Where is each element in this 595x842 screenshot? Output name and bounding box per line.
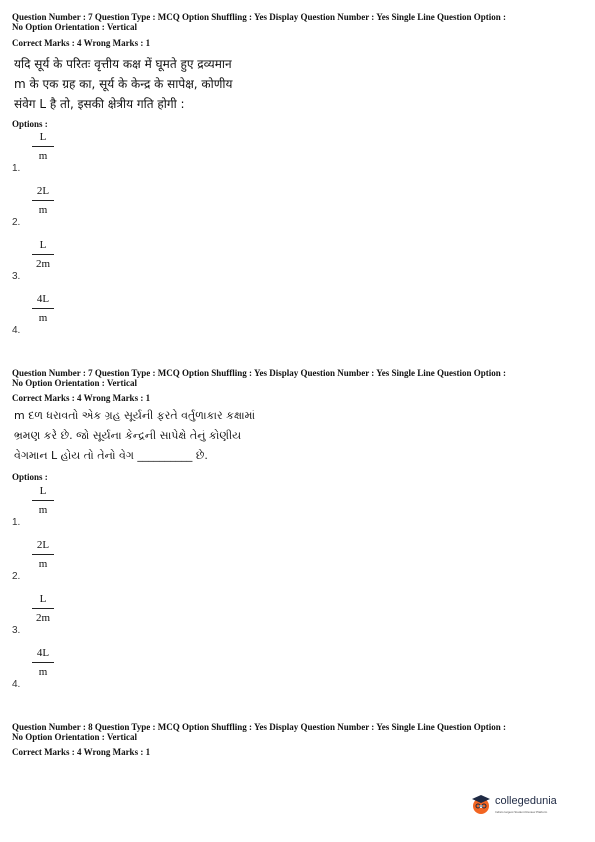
question-meta-line: No Option Orientation : Vertical xyxy=(12,378,137,388)
question-text xyxy=(14,54,233,114)
fraction-denominator: m xyxy=(38,204,48,216)
fraction-numerator: 2L xyxy=(36,185,50,197)
question-meta xyxy=(12,12,587,32)
fraction-bar xyxy=(32,554,54,555)
fraction-bar xyxy=(32,608,54,609)
fraction-numerator: 4L xyxy=(36,293,50,305)
collegedunia-logo[interactable] xyxy=(470,793,570,819)
option-1[interactable] xyxy=(12,130,92,176)
option-fraction xyxy=(30,238,56,272)
option-number: 3. xyxy=(12,271,21,282)
option-2[interactable] xyxy=(12,538,92,584)
option-4[interactable] xyxy=(12,292,92,338)
fraction-denominator: m xyxy=(38,312,48,324)
logo-tagline: India's largest Student Review Platform xyxy=(495,810,548,814)
fraction-numerator: 4L xyxy=(36,647,50,659)
option-4[interactable] xyxy=(12,646,92,692)
question-marks: Correct Marks : 4 Wrong Marks : 1 xyxy=(12,393,151,403)
option-number: 2. xyxy=(12,217,21,228)
fraction-bar xyxy=(32,308,54,309)
option-fraction xyxy=(30,538,56,572)
graduate-icon xyxy=(470,793,492,815)
option-number: 4. xyxy=(12,325,21,336)
question-text-line: m के एक ग्रह का, सूर्य के केन्द्र के सापेक्ष, कोणीय xyxy=(14,77,233,91)
option-number: 3. xyxy=(12,625,21,636)
options-label: Options : xyxy=(12,119,48,129)
option-1[interactable] xyxy=(12,484,92,530)
question-meta-line: Question Number : 7 Question Type : MCQ Option Shuffling : Yes Display Question Number : Yes Single Line Question Option : xyxy=(12,368,506,378)
fraction-numerator: L xyxy=(39,131,47,143)
fraction-bar xyxy=(32,200,54,201)
option-number: 4. xyxy=(12,679,21,690)
question-text-line: ભ્રમણ કરે છે. જો સૂર્યના કેન્દ્રની સાપેક્ષે તેનું કોણીય xyxy=(14,429,242,442)
question-text-line: यदि सूर्य के परितः वृत्तीय कक्ष में घूमते हुए द्रव्यमान xyxy=(14,57,232,71)
question-marks: Correct Marks : 4 Wrong Marks : 1 xyxy=(12,747,151,757)
fraction-bar xyxy=(32,662,54,663)
option-2[interactable] xyxy=(12,184,92,230)
logo-name: collegedunia xyxy=(495,795,557,807)
question-meta-line: No Option Orientation : Vertical xyxy=(12,22,137,32)
option-fraction xyxy=(30,130,56,164)
option-fraction xyxy=(30,592,56,626)
option-fraction xyxy=(30,646,56,680)
question-marks: Correct Marks : 4 Wrong Marks : 1 xyxy=(12,38,151,48)
option-3[interactable] xyxy=(12,592,92,638)
question-meta-line: No Option Orientation : Vertical xyxy=(12,732,137,742)
question-meta xyxy=(12,722,587,742)
fraction-numerator: L xyxy=(39,485,47,497)
fraction-bar xyxy=(32,254,54,255)
question-text-line: संवेग L है तो, इसकी क्षेत्रीय गति होगी : xyxy=(14,97,185,111)
fraction-denominator: 2m xyxy=(35,258,51,270)
option-fraction xyxy=(30,484,56,518)
question-meta-line: Question Number : 7 Question Type : MCQ Option Shuffling : Yes Display Question Number : Yes Single Line Question Option : xyxy=(12,12,506,22)
question-meta xyxy=(12,368,587,388)
option-3[interactable] xyxy=(12,238,92,284)
fraction-numerator: L xyxy=(39,239,47,251)
fraction-numerator: 2L xyxy=(36,539,50,551)
option-fraction xyxy=(30,184,56,218)
fraction-numerator: L xyxy=(39,593,47,605)
question-meta-line: Question Number : 8 Question Type : MCQ Option Shuffling : Yes Display Question Number : Yes Single Line Question Option : xyxy=(12,722,506,732)
fraction-denominator: m xyxy=(38,150,48,162)
question-text xyxy=(14,406,255,466)
fraction-bar xyxy=(32,500,54,501)
fraction-bar xyxy=(32,146,54,147)
question-text-line: m દળ ધરાવતો એક ગ્રહ સૂર્યની ફરતે વર્તુળાકાર કક્ષામાં xyxy=(14,409,256,422)
fraction-denominator: m xyxy=(38,666,48,678)
fraction-denominator: m xyxy=(38,504,48,516)
option-number: 2. xyxy=(12,571,21,582)
options-label: Options : xyxy=(12,472,48,482)
option-fraction xyxy=(30,292,56,326)
question-text-line: વેગમાન L હોય તો તેનો વેગ __________ છે. xyxy=(14,449,208,462)
fraction-denominator: m xyxy=(38,558,48,570)
fraction-denominator: 2m xyxy=(35,612,51,624)
option-number: 1. xyxy=(12,517,21,528)
option-number: 1. xyxy=(12,163,21,174)
